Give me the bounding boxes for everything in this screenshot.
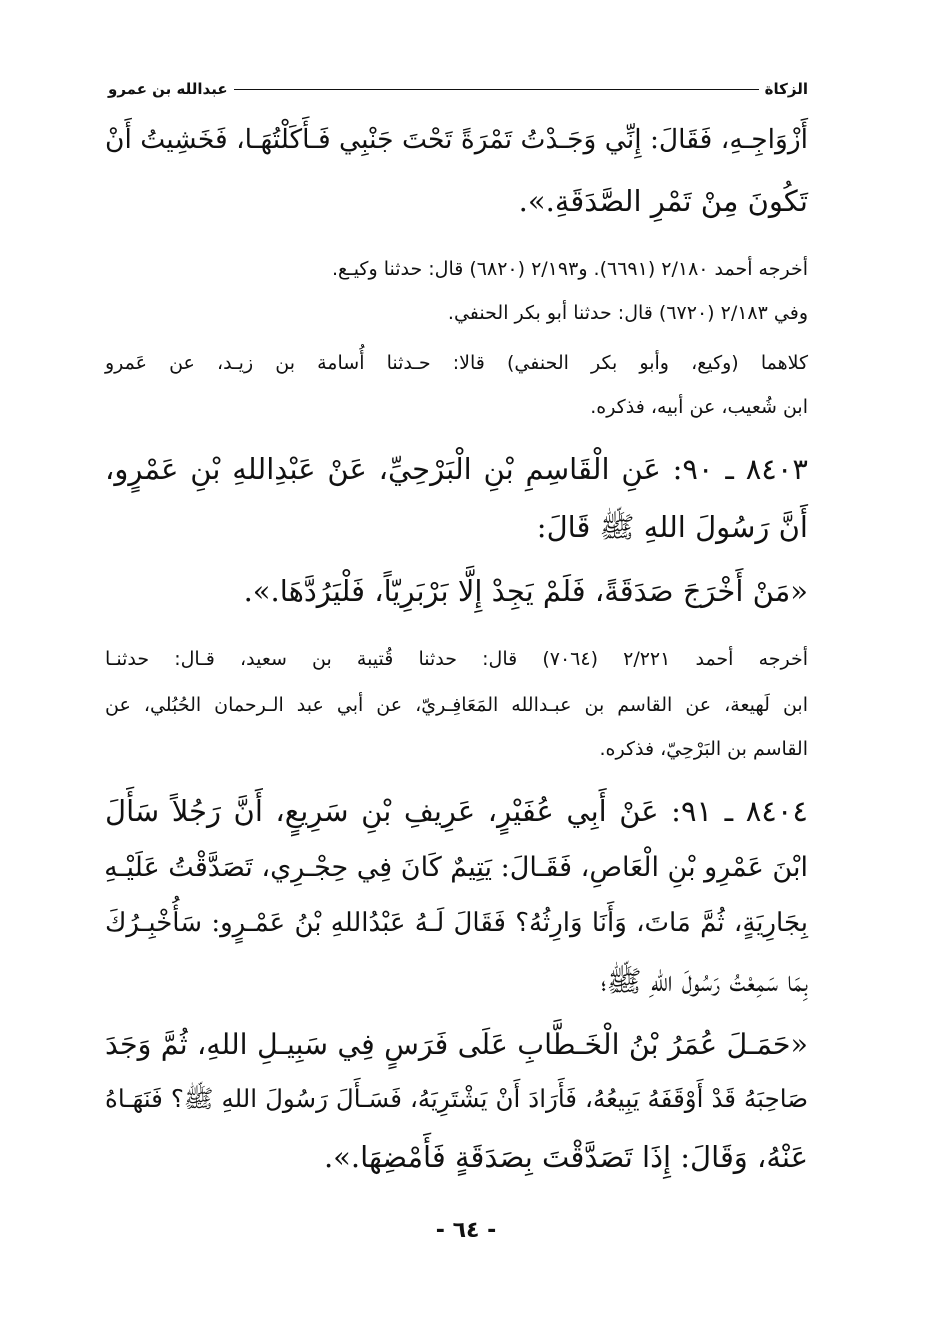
- takhrij-3-line-1: أخرجه أحمد ٢/٢٢١ (٧٠٦٤) قال: حدثنا قُتيبة بن سعيد، قـال: حدثنـا: [105, 648, 809, 670]
- hadith-8404-line-4: بِمَا سَمِعْتُ رَسُولَ اللهِ ﷺ؛: [600, 964, 808, 998]
- header-right-title: الزكاة: [764, 80, 808, 98]
- takhrij-2-line-1: كلاهما (وكيع، وأبو بكر الحنفي) قالا: حـدثنا أُسامة بن زيـد، عن عَمرو: [105, 352, 808, 374]
- takhrij-3-line-2: ابن لَهيعة، عن القاسم بن عبـدالله المَعَافِـريّ، عن أبي عبد الـرحمان الحُبُلي، عن: [105, 694, 808, 716]
- takhrij-1-line-2: وفي ٢/١٨٣ (٦٧٢٠) قال: حدثنا أبو بكر الحنفي.: [447, 302, 808, 324]
- hadith-8404-line-2: ابْنَ عَمْرِو بْنِ الْعَاصِ، فَقَـالَ: يَتِيمٌ كَانَ فِي حِجْـرِي، تَصَدَّقْتُ عَلَيْـهِ: [104, 852, 808, 883]
- takhrij-1-line-1: أخرجه أحمد ٢/١٨٠ (٦٦٩١). و٢/١٩٣ (٦٨٢٠) قال: حدثنا وكيـع.: [331, 258, 808, 280]
- hadith-8404-line-5: «حَمَـلَ عُمَرُ بْنُ الْخَـطَّابِ عَلَى فَرَسٍ فِي سَبِيـلِ اللهِ، ثُمَّ وَجَدَ: [105, 1028, 808, 1061]
- hadith-8404-line-3: بِجَارِيَةٍ، ثُمَّ مَاتَ، وَأَنَا وَارِثُهُ؟ فَقَالَ لَـهُ عَبْدُاللهِ بْنُ عَمْـرٍو: سَأُخْبِـرُكَ: [105, 908, 808, 938]
- hadith-8404-line-6: صَاحِبَهُ قَدْ أَوْقَفَهُ يَبِيعُهُ، فَأَرَادَ أَنْ يَشْتَرِيَهُ، فَسَـأَلَ رَسُولَ اللهِ ﷺ؟ فَنَهَـاهُ: [105, 1084, 808, 1113]
- hadith-8403-line-3: «مَنْ أَخْرَجَ صَدَقَةً، فَلَمْ يَجِدْ إِلَّا بَرْبَرِيّاً، فَلْيَرُدَّهَا.».: [243, 574, 808, 608]
- hadith-tail-line-1: أَزْوَاجِـهِ، فَقَالَ: إِنِّي وَجَـدْتُ تَمْرَةً تَحْتَ جَنْبِي فَـأَكَلْتُهَـا، فَخَشِيتُ أَنْ: [105, 124, 808, 155]
- hadith-8403-line-2: أَنَّ رَسُولَ اللهِ ﷺ قَالَ:: [536, 510, 808, 544]
- hadith-8404-line-1: ٨٤٠٤ ـ ٩١: عَنْ أَبِي عُفَيْرٍ، عَرِيفِ بْنِ سَرِيعٍ، أَنَّ رَجُلاً سَأَلَ: [105, 794, 808, 828]
- takhrij-2-line-2: ابن شُعيب، عن أبيه، فذكره.: [590, 396, 808, 418]
- header-left-title: عبدالله بن عمرو: [108, 80, 228, 98]
- page-number: - ٦٤ -: [435, 1218, 497, 1243]
- running-header: [108, 74, 808, 104]
- header-rule: [234, 89, 759, 90]
- hadith-tail-line-2: تَكُونَ مِنْ تَمْرِ الصَّدَقَةِ.».: [518, 184, 808, 218]
- takhrij-3-line-3: القاسم بن البَرْحِيّ، فذكره.: [599, 738, 808, 760]
- hadith-8403-line-1: ٨٤٠٣ ـ ٩٠: عَنِ الْقَاسِمِ بْنِ الْبَرْحِيِّ، عَنْ عَبْدِاللهِ بْنِ عَمْرٍو،: [105, 452, 808, 486]
- hadith-8404-line-7: عَنْهُ، وَقَالَ: إِذَا تَصَدَّقْتَ بِصَدَقَةٍ فَأَمْضِهَا.».: [323, 1140, 808, 1174]
